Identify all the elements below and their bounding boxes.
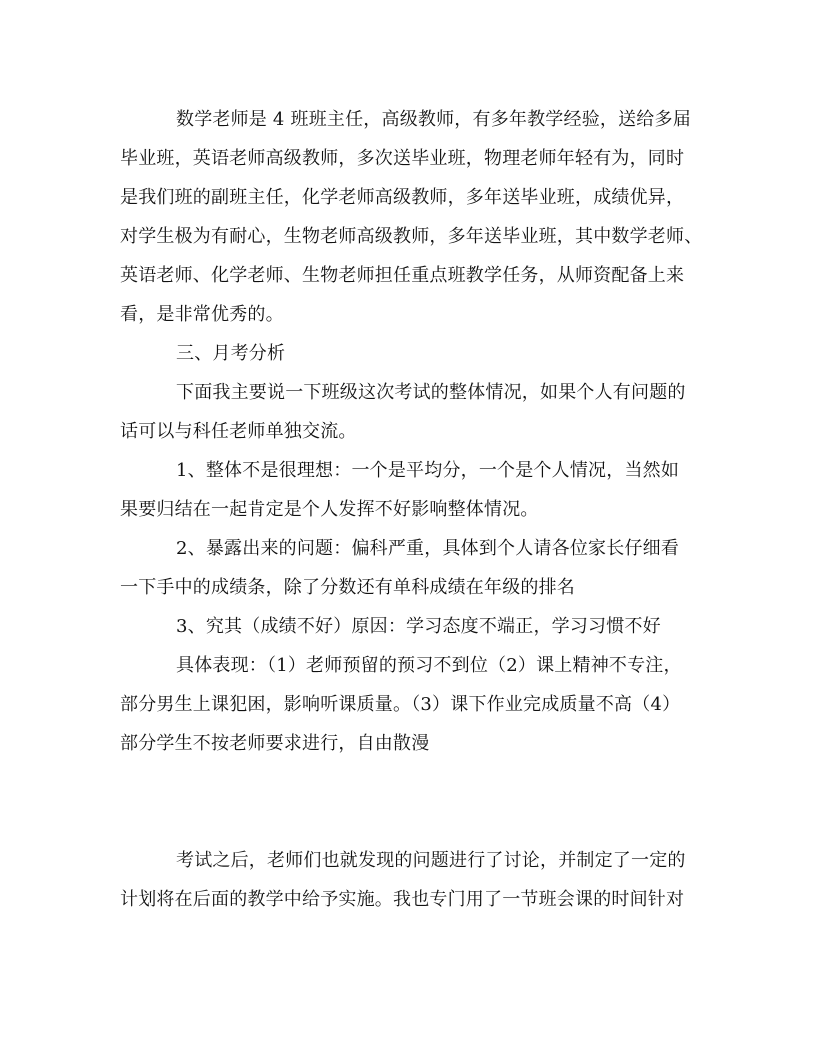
text-line: 果要归结在一起肯定是个人发挥不好影响整体情况。	[120, 499, 539, 520]
text-line: 部分男生上课犯困，影响听课质量。（3）课下作业完成质量不高（4）	[120, 694, 681, 715]
text-line: 下面我主要说一下班级这次考试的整体情况，如果个人有问题的	[176, 382, 686, 403]
section-heading: 三、月考分析	[176, 343, 286, 364]
text-line: 计划将在后面的教学中给予实施。我也专门用了一节班会课的时间针对	[120, 889, 685, 910]
text-line: 部分学生不按老师要求进行，自由散漫	[120, 733, 430, 754]
text-line: 数学老师是 4 班班主任，高级教师，有多年教学经验，送给多届	[176, 109, 691, 130]
text-line: 具体表现：（1）老师预留的预习不到位（2）课上精神不专注，	[176, 655, 682, 676]
text-line: 2、暴露出来的问题：偏科严重，具体到个人请各位家长仔细看	[176, 538, 680, 559]
text-line: 对学生极为有耐心，生物老师高级教师，多年送毕业班，其中数学老师、	[120, 226, 703, 247]
text-line: 话可以与科任老师单独交流。	[120, 421, 357, 442]
text-line: 看，是非常优秀的。	[120, 304, 284, 325]
text-line: 毕业班，英语老师高级教师，多次送毕业班，物理老师年轻有为，同时	[120, 148, 685, 169]
text-line: 英语老师、化学老师、生物老师担任重点班教学任务，从师资配备上来	[120, 265, 685, 286]
text-line: 3、究其（成绩不好）原因：学习态度不端正，学习习惯不好	[176, 616, 661, 637]
text-line: 是我们班的副班主任，化学老师高级教师，多年送毕业班，成绩优异，	[120, 187, 685, 208]
text-line: 考试之后，老师们也就发现的问题进行了讨论，并制定了一定的	[176, 850, 686, 871]
text-line: 一下手中的成绩条，除了分数还有单科成绩在年级的排名	[120, 577, 575, 598]
text-line: 1、整体不是很理想：一个是平均分，一个是个人情况，当然如	[176, 460, 680, 481]
